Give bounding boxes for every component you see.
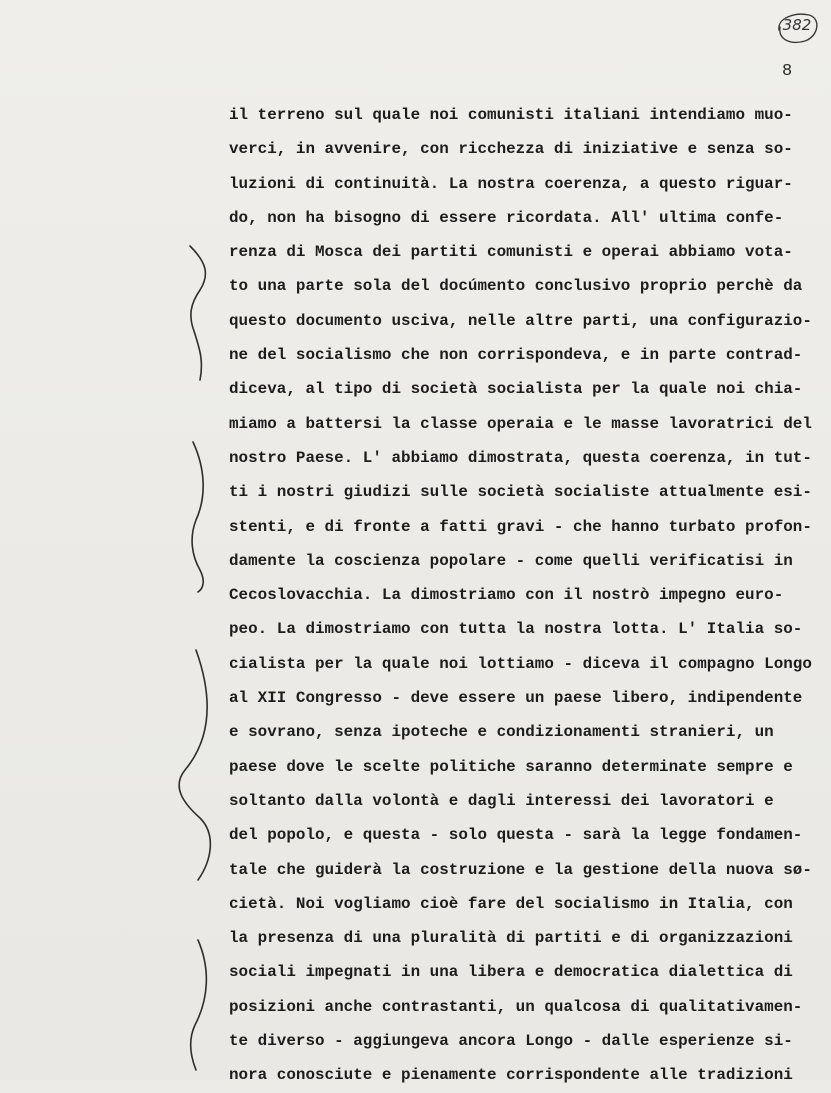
text-line: tale che guiderà la costruzione e la gestione della nuova sø- [229,860,812,879]
margin-bracket-mark [179,650,210,880]
text-line: ne del socialismo che non corrispondeva, e in parte contrad- [229,346,803,365]
text-line: e sovrano, senza ipoteche e condizionamenti stranieri, un [229,723,774,742]
text-line: questo documento usciva, nelle altre parti, una configurazio- [229,311,812,330]
text-line: luzioni di continuità. La nostra coerenza, a questo riguar- [229,174,793,193]
archive-number-text: 382 [782,16,812,34]
text-line: stenti, e di fronte a fatti gravi - che hanno turbato profon- [229,517,812,536]
text-line: Cecoslovacchia. La dimostriamo con il nostrò impegno euro- [229,586,784,605]
text-line: miamo a battersi la classe operaia e le masse lavoratrici del [229,414,812,433]
text-line: ti i nostri giudizi sulle società socialiste attualmente esi- [229,483,812,502]
text-line: sociali impegnati in una libera e democratica dialettica di [229,963,793,982]
text-line: cietà. Noi vogliamo cioè fare del socialismo in Italia, con [229,894,793,913]
margin-bracket-mark [190,246,205,380]
text-line: il terreno sul quale noi comunisti italiani intendiamo muo- [229,106,793,124]
text-line: verci, in avvenire, con ricchezza di iniziative e senza so- [229,140,793,159]
margin-bracket-mark [191,940,207,1070]
text-line: damente la coscienza popolare - come quelli verificatisi in [229,551,793,570]
text-line: te diverso - aggiungeva ancora Longo - dalle esperienze si- [229,1032,793,1051]
text-line: nora conosciute e pienamente corrispondente alle tradizioni [229,1066,793,1085]
text-line: al XII Congresso - deve essere un paese libero, indipendente [229,689,803,708]
text-line: cialista per la quale noi lottiamo - diceva il compagno Longo [229,654,812,673]
text-line: peo. La dimostriamo con tutta la nostra lotta. L' Italia so- [229,620,803,639]
text-line: nostro Paese. L' abbiamo dimostrata, questa coerenza, in tut- [229,448,812,467]
text-line: diceva, al tipo di società socialista per la quale noi chia- [229,380,803,399]
archive-number-stamp [773,10,821,46]
text-line: do, non ha bisogno di essere ricordata. All' ultima confe- [229,208,784,227]
text-line: posizioni anche contrastanti, un qualcosa di qualitativamen- [229,997,803,1016]
text-line: la presenza di una pluralità di partiti e di organizzazioni [229,929,793,948]
page-number: 8 [782,62,793,81]
text-line: paese dove le scelte politiche saranno determinate sempre e [229,757,793,776]
text-line: soltanto dalla volontà e dagli interessi dei lavoratori e [229,791,774,810]
margin-bracket-mark [192,442,203,592]
text-line: renza di Mosca dei partiti comunisti e operai abbiamo vota- [229,243,793,262]
typewritten-body [229,98,829,1093]
text-line: to una parte sola del docúmento conclusivo proprio perchè da [229,277,803,296]
text-line: del popolo, e questa - solo questa - sarà la legge fondamen- [229,826,803,845]
